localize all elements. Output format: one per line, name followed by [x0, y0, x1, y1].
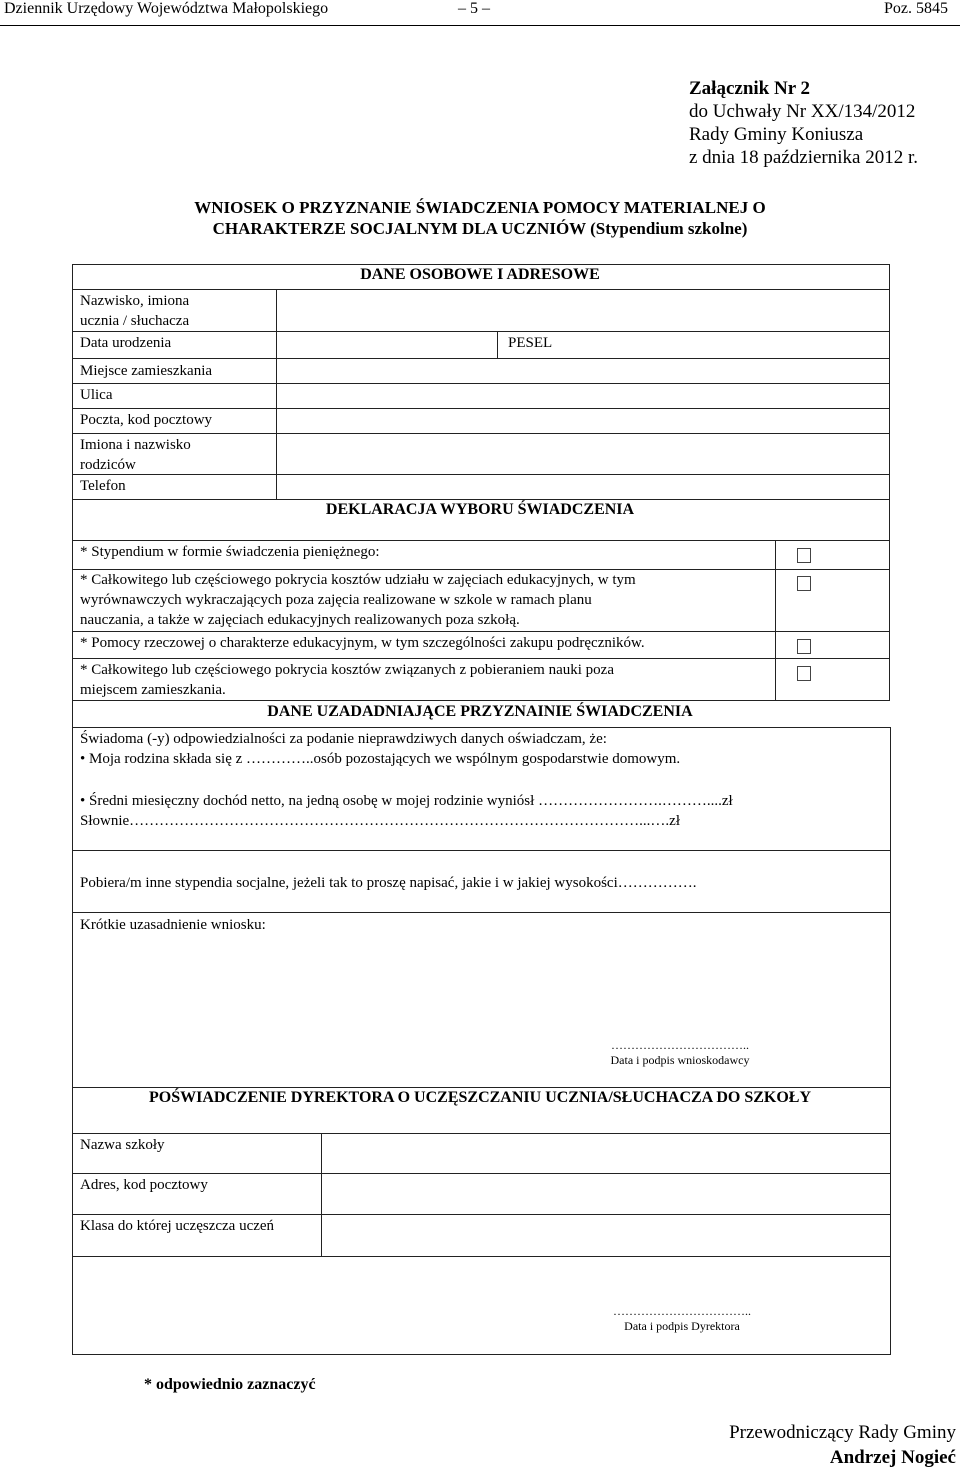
residence-label: Miejsce zamieszkania [80, 363, 213, 379]
parents-label-line-2: rodziców [80, 457, 136, 473]
attachment-line-1: do Uchwały Nr XX/134/2012 [689, 101, 916, 122]
declaration-heading: DEKLARACJA WYBORU ŚWIADCZENIA [325, 501, 635, 518]
option-education-costs-label [80, 570, 770, 630]
form-title-line-1: WNIOSEK O PRZYZNANIE ŚWIADCZENIA POMOCY MATERIALNEJ O [194, 198, 766, 217]
footer-role: Przewodniczący Rady Gminy [729, 1422, 956, 1443]
income-text: • Średni miesięczny dochód netto, na jedną osobę w mojej rodzinie wyniósł …………………….………....zł [80, 793, 733, 809]
attachment-line-2: Rady Gminy Koniusza [689, 124, 864, 145]
option-travel-checkbox[interactable] [797, 666, 811, 681]
attachment-title: Załącznik Nr 2 [689, 78, 811, 99]
post-code-label: Poczta, kod pocztowy [80, 412, 213, 428]
note-text: * odpowiednio zaznaczyć [144, 1376, 316, 1393]
option-education-checkbox[interactable] [797, 576, 811, 591]
surname-label-line-1: Nazwisko, imiona [80, 293, 190, 309]
street-label: Ulica [80, 387, 113, 403]
other-scholarships-text: Pobiera/m inne stypendia socjalne, jeżeli tak to proszę napisać, jakie i w jakiej wysokości……………. [80, 875, 697, 891]
director-signature-label: Data i podpis Dyrektora [624, 1319, 740, 1333]
option-education-line-1: * Całkowitego lub częściowego pokrycia kosztów udziału w zajęciach edukacyjnych, w tym [80, 572, 636, 588]
pesel-label: PESEL [508, 335, 553, 351]
option-education-line-3: nauczania, a także w zajęciach edukacyjnych realizowanych poza szkołą. [80, 612, 520, 628]
publication-title: Dziennik Urzędowy Województwa Małopolskiego [4, 0, 329, 17]
attachment-line-3: z dnia 18 października 2012 r. [689, 147, 918, 168]
personal-data-heading: DANE OSOBOWE I ADRESOWE [360, 266, 600, 283]
position-number: Poz. 5845 [884, 0, 948, 17]
applicant-signature-line: …………………………….. [611, 1038, 749, 1052]
short-justification-label: Krótkie uzasadnienie wniosku: [80, 917, 266, 933]
family-size-text: • Moja rodzina składa się z …………..osób pozostających we wspólnym gospodarstwie domowym. [80, 751, 681, 767]
option-travel-line-2: miejscem zamieszkania. [80, 682, 226, 698]
form-title [150, 197, 810, 239]
applicant-signature-label: Data i podpis wnioskodawcy [610, 1053, 750, 1067]
applicant-signature [580, 1038, 780, 1068]
form-title-line-2: CHARAKTERZE SOCJALNYM DLA UCZNIÓW (Stypendium szkolne) [212, 219, 748, 238]
header-divider [0, 25, 960, 26]
director-signature-line: …………………………….. [613, 1304, 751, 1318]
option-cash-checkbox[interactable] [797, 548, 811, 563]
class-label: Klasa do której uczęszcza uczeń [80, 1218, 275, 1234]
option-education-line-2: wyrównawczych wykraczających poza zajęcia realizowane w szkole w ramach planu [80, 592, 592, 608]
phone-label: Telefon [80, 478, 126, 494]
option-travel-line-1: * Całkowitego lub częściowego pokrycia kosztów związanych z pobieraniem nauki poza [80, 662, 614, 678]
director-heading: POŚWIADCZENIE DYREKTORA O UCZĘSZCZANIU UCZNIA/SŁUCHACZA DO SZKOŁY [148, 1089, 812, 1106]
option-cash-label: * Stypendium w formie świadczenia pieniężnego: [80, 544, 380, 560]
school-name-label: Nazwa szkoły [80, 1137, 165, 1153]
justification-heading: DANE UZADADNIAJĄCE PRZYZNAINIE ŚWIADCZENIA [267, 703, 693, 720]
parents-label-line-1: Imiona i nazwisko [80, 437, 191, 453]
justification-section [72, 727, 891, 1088]
school-address-label: Adres, kod pocztowy [80, 1177, 208, 1193]
parents-label [80, 435, 191, 475]
page-number: – 5 – [458, 0, 490, 17]
director-signature [582, 1304, 782, 1334]
option-material-aid-checkbox[interactable] [797, 639, 811, 654]
income-words-text: Słownie…………………………………………………………………………………………...….zł [80, 813, 680, 829]
option-material-aid-label: * Pomocy rzeczowej o charakterze edukacyjnym, w tym szczególności zakupu podręczników. [80, 635, 645, 651]
surname-label [80, 291, 189, 331]
surname-label-line-2: ucznia / słuchacza [80, 313, 190, 329]
birth-date-label: Data urodzenia [80, 335, 172, 351]
attachment-block [689, 77, 918, 169]
statement-text: Świadoma (-y) odpowiedzialności za podanie nieprawdziwych danych oświadczam, że: [80, 731, 607, 747]
footer-name: Andrzej Nogieć [829, 1447, 956, 1468]
option-travel-costs-label [80, 660, 770, 700]
personal-data-section [72, 264, 890, 500]
